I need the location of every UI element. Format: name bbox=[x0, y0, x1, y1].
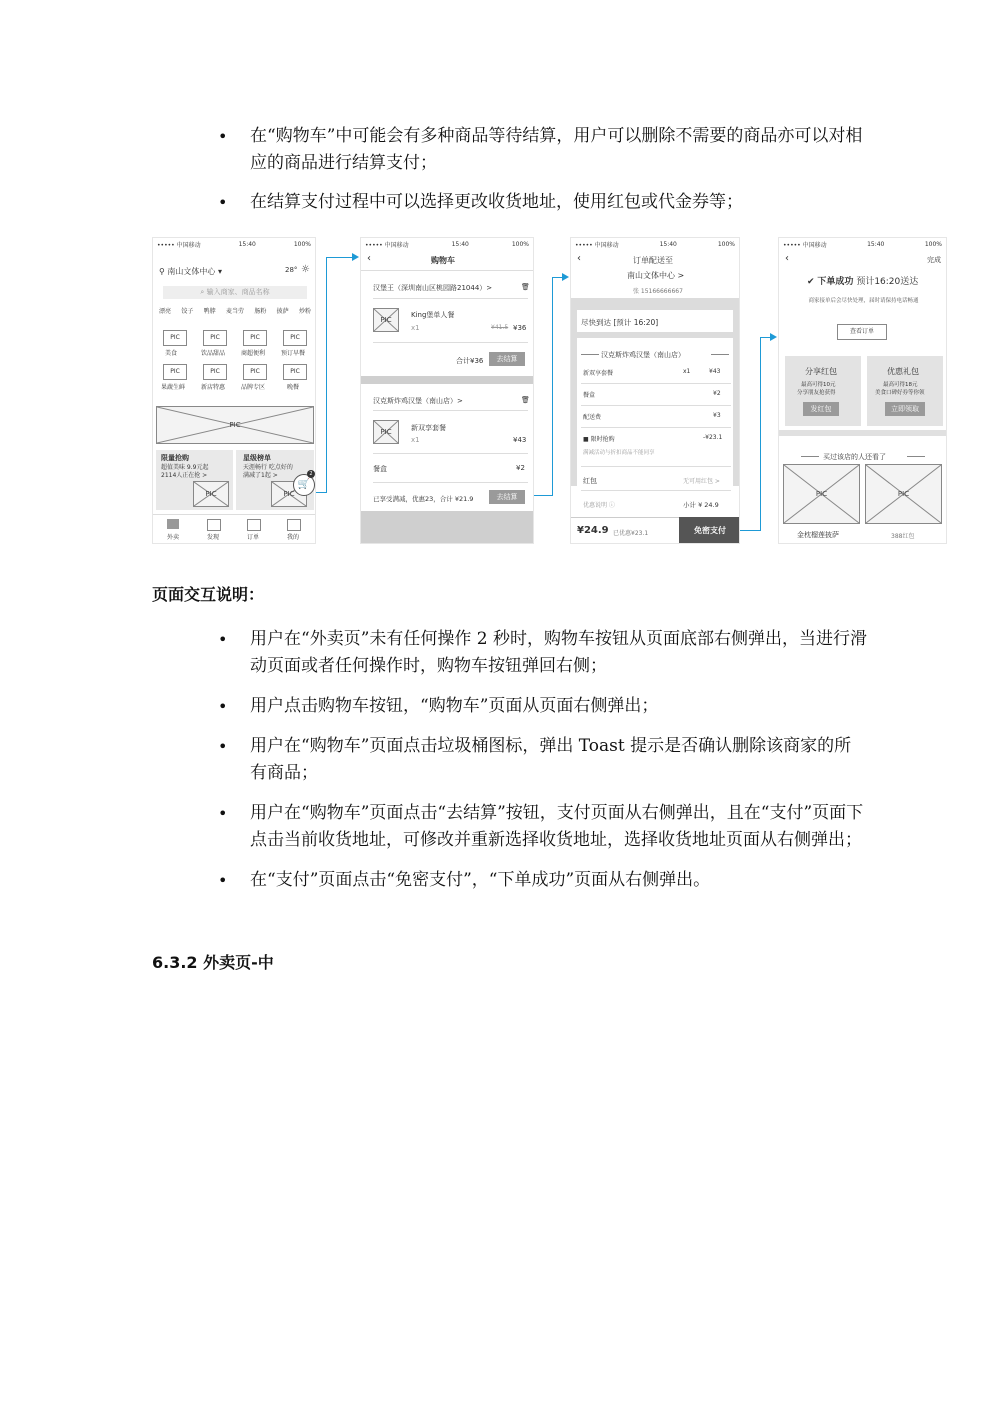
tab[interactable]: 饺子 bbox=[181, 308, 194, 315]
address-selector[interactable]: 南山文体中心 > bbox=[627, 271, 685, 280]
flow-arrow bbox=[552, 277, 553, 495]
promo-image: PIC bbox=[193, 481, 229, 507]
screen-payment: ••••• 中国移动 15:40 100% ‹ 订单配送至 南山文体中心 > 张 15166666667 尽快到达 [预计 16:20] 汉克斯炸鸡汉堡（南山店） 新双享套餐 x1 ¥43 餐盒 ¥2 配送费 ¥3 ■ 限时抢购 -¥23.1 满减活动与折扣商品不能同享 红包 无可用红包 > 优惠说明 ⓘ 小计 ¥ 24.9 ¥24.9 已优惠¥23.1 免密支付 bbox=[570, 237, 740, 544]
arrow-head-icon bbox=[562, 273, 569, 281]
pay-total: ¥24.9 bbox=[577, 525, 609, 536]
category-icon[interactable]: PIC bbox=[203, 330, 227, 346]
bullet-item: • 用户在“外卖页”未有任何操作 2 秒时，购物车按钮从页面底部右侧弹出，当进行滑动页面或者任何操作时，购物车按钮弹回右侧； bbox=[218, 626, 868, 680]
flow-arrow bbox=[740, 530, 761, 531]
password-free-pay-button[interactable]: 免密支付 bbox=[679, 517, 740, 544]
subsection-heading: 6.3.2 外卖页-中 bbox=[152, 953, 274, 972]
shop-name[interactable]: 汉堡王（深圳南山区桃园路21044）> bbox=[373, 284, 493, 292]
cart-badge: 2 bbox=[307, 470, 315, 478]
location-selector[interactable]: ⚲ 南山文体中心 ▾ bbox=[159, 267, 222, 276]
flash-sale-checkbox[interactable]: ■ 限时抢购 bbox=[583, 436, 615, 443]
category-icon[interactable]: PIC bbox=[283, 364, 307, 380]
promo-image: PIC bbox=[271, 481, 307, 507]
tab[interactable]: 鸭脖 bbox=[203, 308, 216, 315]
category-icon[interactable]: PIC bbox=[243, 330, 267, 346]
bullet-item: • 在“支付”页面点击“免密支付”，“下单成功”页面从右侧弹出。 bbox=[218, 867, 868, 894]
trash-icon[interactable]: 🗑 bbox=[521, 396, 530, 404]
sun-icon: ☼ bbox=[301, 264, 310, 275]
screen-cart: ••••• 中国移动 15:40 100% ‹ 购物车 汉堡王（深圳南山区桃园路21044）> 🗑 PIC King堡单人餐 x1 ¥41.5 ¥36 合计¥36 去结算 汉克斯炸鸡汉堡（南山店）> 🗑 PIC 新双享套餐 x1 ¥43 餐盒 ¥2 已享受满减，优惠23，合计 ¥21.9 去结算 bbox=[360, 237, 534, 544]
nav-orders-icon[interactable] bbox=[247, 519, 261, 531]
flow-arrow bbox=[760, 337, 761, 530]
view-order-button[interactable]: 查看订单 bbox=[837, 324, 887, 340]
back-icon[interactable]: ‹ bbox=[577, 253, 581, 264]
flow-arrow bbox=[326, 257, 353, 258]
nav-profile-icon[interactable] bbox=[287, 519, 301, 531]
flow-arrow bbox=[326, 257, 327, 492]
bullet-item: • 用户点击购物车按钮，“购物车”页面从页面右侧弹出； bbox=[218, 693, 868, 720]
search-icon: ⌕ bbox=[200, 288, 205, 296]
status-bar: ••••• 中国移动 15:40 100% bbox=[157, 240, 311, 249]
status-bar: ••••• 中国移动 15:40 100% bbox=[365, 240, 529, 249]
done-button[interactable]: 完成 bbox=[927, 256, 941, 264]
section-heading: 页面交互说明： bbox=[152, 585, 265, 604]
tab[interactable]: 漂亮 bbox=[159, 308, 172, 315]
status-bar: ••••• 中国移动 15:40 100% bbox=[575, 240, 735, 249]
trash-icon[interactable]: 🗑 bbox=[521, 283, 530, 291]
tab[interactable]: 麦当劳 bbox=[225, 308, 244, 315]
cart-icon[interactable]: 🛒 bbox=[293, 474, 315, 496]
back-icon[interactable]: ‹ bbox=[367, 253, 371, 264]
checkout-button[interactable]: 去结算 bbox=[489, 490, 525, 504]
status-bar: ••••• 中国移动 15:40 100% bbox=[783, 240, 942, 249]
bullet-item: • 用户在“购物车”页面点击垃圾桶图标，弹出 Toast 提示是否确认删除该商家的所有商品； bbox=[218, 733, 868, 787]
screen-takeaway-home: ••••• 中国移动 15:40 100% ⚲ 南山文体中心 ▾ 28° ☼ ⌕ 输入商家、商品名称 漂亮 饺子 鸭脖 麦当劳 肠粉 披萨 炒粉 PIC PIC PIC PIC 美食 饮品甜品 商超便利 预订早餐 PIC PIC PIC PIC 果蔬生鲜 新店特惠 品牌专区 晚餐 PIC 限量抢购 超值美味 9.9元起 2114人正在抢 > 星级榜单 天涯畅行 吃点好的 满减了1起 > PIC PIC 🛒 2 外卖 发现 订单 我的 bbox=[152, 237, 316, 544]
top-bullet-list bbox=[218, 123, 868, 228]
shop-name[interactable]: 汉克斯炸鸡汉堡（南山店）> bbox=[373, 397, 463, 405]
category-icon[interactable]: PIC bbox=[283, 330, 307, 346]
wireframe-strip bbox=[152, 237, 947, 544]
category-grid: PIC PIC PIC PIC 美食 饮品甜品 商超便利 预订早餐 PIC PIC PIC PIC 果蔬生鲜 新店特惠 品牌专区 晚餐 bbox=[159, 330, 311, 400]
search-input[interactable]: ⌕ 输入商家、商品名称 bbox=[163, 286, 307, 299]
back-icon[interactable]: ‹ bbox=[785, 253, 789, 264]
item-image: PIC bbox=[373, 420, 399, 444]
claim-coupon-button[interactable]: 立即领取 bbox=[885, 402, 925, 416]
pin-icon: ⚲ bbox=[159, 267, 165, 276]
category-icon[interactable]: PIC bbox=[203, 364, 227, 380]
tab[interactable]: 炒粉 bbox=[298, 308, 311, 315]
tab[interactable]: 肠粉 bbox=[254, 308, 267, 315]
recommend-image[interactable]: PIC bbox=[865, 464, 942, 524]
send-redpack-button[interactable]: 发红包 bbox=[803, 402, 839, 416]
weather: 28° bbox=[285, 266, 298, 274]
check-circle-icon: ✔ bbox=[807, 277, 815, 287]
bullet-item: • 用户在“购物车”页面点击“去结算”按钮，支付页面从右侧弹出，且在“支付”页面下点击当前收货地址，可修改并重新选择收货地址，选择收货地址页面从右侧弹出； bbox=[218, 800, 868, 854]
nav-home-icon[interactable] bbox=[167, 519, 179, 529]
interaction-bullet-list bbox=[218, 626, 868, 907]
category-icon[interactable]: PIC bbox=[243, 364, 267, 380]
bottom-nav: 外卖 发现 订单 我的 bbox=[153, 514, 315, 544]
nav-discover-icon[interactable] bbox=[207, 519, 221, 531]
redpack-selector[interactable]: 无可用红包 > bbox=[683, 478, 720, 485]
success-message: ✔ 下单成功 预计16:20送达 bbox=[807, 277, 919, 287]
arrow-head-icon bbox=[352, 253, 359, 261]
screen-order-success: ••••• 中国移动 15:40 100% ‹ 完成 ✔ 下单成功 预计16:20送达 商家接单后会尽快处理，届时请保持电话畅通 查看订单 分享红包 最高可得10元 分享朋友抢获得 发红包 优惠礼包 最高可得18元 美食口碑好券等你领 立即领取 买过该店的人还看了 PIC PIC 金枕榴莲披萨 388红包 bbox=[778, 237, 947, 544]
hot-tabs bbox=[159, 306, 311, 315]
bullet-item: • 在结算支付过程中可以选择更改收货地址，使用红包或代金券等； bbox=[218, 189, 868, 216]
page-title: 购物车 bbox=[431, 256, 455, 265]
category-icon[interactable]: PIC bbox=[163, 330, 187, 346]
item-image: PIC bbox=[373, 308, 399, 332]
category-icon[interactable]: PIC bbox=[163, 364, 187, 380]
recommend-image[interactable]: PIC bbox=[783, 464, 860, 524]
checkout-button[interactable]: 去结算 bbox=[489, 352, 525, 366]
tab[interactable]: 披萨 bbox=[276, 308, 289, 315]
banner-image[interactable]: PIC bbox=[156, 406, 314, 444]
bullet-item: • 在“购物车”中可能会有多种商品等待结算，用户可以删除不需要的商品亦可以对相应的商品进行结算支付； bbox=[218, 123, 868, 177]
arrow-head-icon bbox=[770, 333, 777, 341]
